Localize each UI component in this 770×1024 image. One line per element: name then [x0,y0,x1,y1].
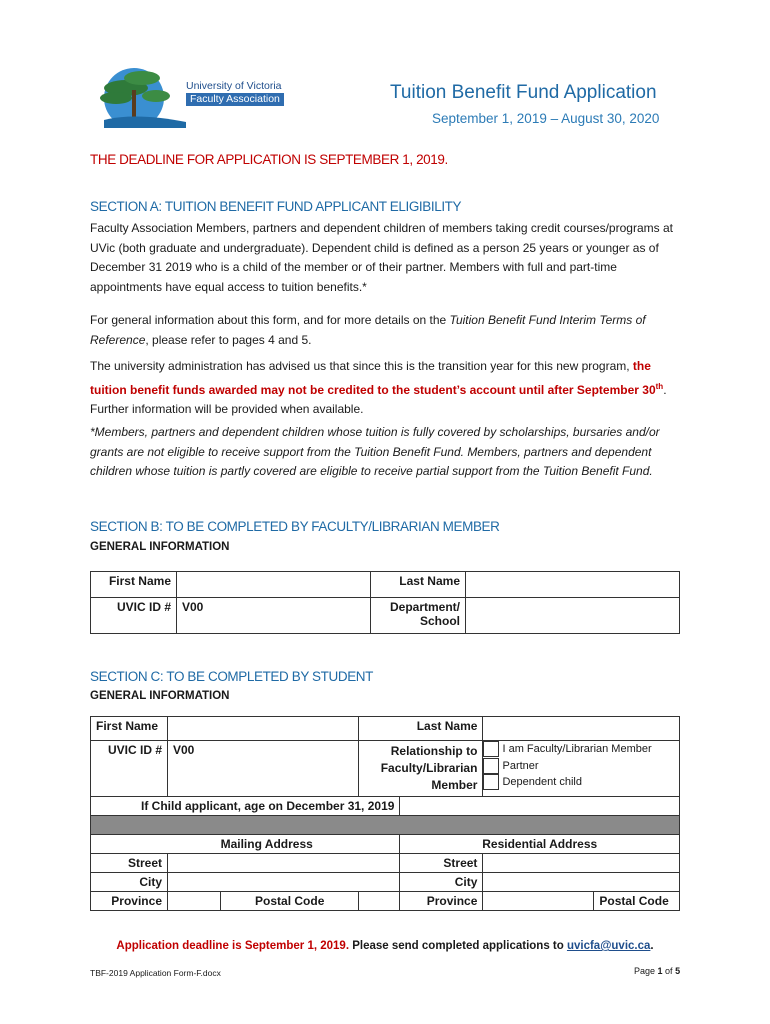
mailing-postal-input[interactable] [359,892,400,911]
res-street-input[interactable] [483,854,680,873]
gray-separator [91,816,680,835]
relationship-option-member[interactable] [483,741,679,758]
page-subtitle: September 1, 2019 – August 30, 2020 [432,111,660,126]
footer-period: . [650,940,654,952]
p3-text-b: . Further information will be provided when available. [90,382,667,416]
res-postal-cell [594,892,680,911]
member-option-label: I am Faculty/Librarian Member [502,743,652,755]
res-city-label: City [400,873,483,892]
mailing-province-input[interactable] [168,892,221,911]
relationship-line-2: Faculty/Librarian [380,761,478,775]
mailing-street-input[interactable] [168,854,400,873]
p2-text-b: , please refer to pages 4 and 5. [145,332,312,347]
p3-warning: the tuition benefit funds awarded may not be credited to the student’s account until after September 30 [90,359,656,397]
footer-instructions [0,940,770,952]
deadline-notice: THE DEADLINE FOR APPLICATION IS SEPTEMBER 1, 2019. [90,152,448,167]
c-relationship-options [483,741,680,797]
page-current: 1 [657,966,663,976]
mailing-city-input[interactable] [168,873,400,892]
mailing-province-label: Province [91,892,168,911]
res-province-input[interactable] [483,892,594,911]
of-word: of [662,966,676,976]
b-last-name-input[interactable] [466,572,680,598]
eligibility-footnote: *Members, partners and dependent children whose tuition is fully covered by scholarships, bursaries and/or grants are not eligible to receive support from the Tuition Benefit Fund. Members, partners and dependent children whose tuition is partly covered are eligible to receive partial support from the Tuition Benefit Fund. [90,425,660,478]
page-title: Tuition Benefit Fund Application [390,82,657,103]
c-uvic-id-label: UVIC ID # [91,741,168,797]
residential-address-header: Residential Address [400,835,680,854]
page-word: Page [634,966,658,976]
c-first-name-label: First Name [91,717,168,741]
partner-option-label: Partner [502,759,539,772]
section-b-heading: SECTION B: TO BE COMPLETED BY FACULTY/LIBRARIAN MEMBER [90,519,500,534]
p3-superscript: th [655,381,664,391]
section-a-heading: SECTION A: TUITION BENEFIT FUND APPLICANT ELIGIBILITY [90,199,462,214]
section-a-paragraph-1: Faculty Association Members, partners and dependent children of members taking credit courses/programs at UVic (both graduate and undergraduate). Dependent child is defined as a person 25 years or younger as of December 31 2019 who is a child of the member or of their partner. Members with full and part-time appointments have equal access to tuition benefits.* [90,221,673,294]
relationship-line-3: Member [431,778,478,792]
section-c-general-info: GENERAL INFORMATION [90,690,230,702]
p2-text-a: For general information about this form, and for more details on the [90,313,450,327]
member-checkbox[interactable] [483,741,499,757]
c-last-name-input[interactable] [483,717,680,741]
b-last-name-label: Last Name [371,572,466,598]
mailing-postal-label: Postal Code [221,892,359,911]
b-department-line-2: School [419,614,460,628]
res-postal-label: Postal Code [599,894,669,908]
section-c-heading: SECTION C: TO BE COMPLETED BY STUDENT [90,669,374,684]
child-age-label: If Child applicant, age on December 31, 2019 [91,797,400,816]
footer-filename: TBF-2019 Application Form-F.docx [90,968,221,978]
section-c-table [90,716,680,911]
child-age-input[interactable] [400,797,680,816]
logo-line-1: University of Victoria [186,80,282,92]
b-first-name-input[interactable] [177,572,371,598]
section-a-paragraph-3 [90,357,690,420]
b-uvic-id-label: UVIC ID # [91,598,177,634]
logo-line-2: Faculty Association [186,93,284,106]
mailing-street-label: Street [91,854,168,873]
b-department-label [371,598,466,634]
relationship-option-child[interactable] [483,774,679,791]
relationship-option-partner[interactable] [483,758,679,775]
email-link[interactable]: uvicfa@uvic.ca [566,940,651,952]
c-relationship-label [359,741,483,797]
mailing-address-header: Mailing Address [91,835,400,854]
page-total: 5 [675,966,681,976]
dependent-child-checkbox[interactable] [483,774,499,790]
relationship-line-1: Relationship to [390,744,478,758]
b-department-line-1: Department/ [389,600,460,614]
c-last-name-label: Last Name [359,717,483,741]
child-option-label: Dependent child [502,776,582,788]
b-department-input[interactable] [466,598,680,634]
footer-deadline: Application deadline is September 1, 2019. [116,940,350,952]
footer-send-text: Please send completed applications to [349,940,567,952]
page-number [634,966,680,976]
b-uvic-id-input[interactable]: V00 [177,598,371,634]
res-province-label: Province [400,892,483,911]
c-uvic-id-input[interactable]: V00 [168,741,359,797]
res-city-input[interactable] [483,873,680,892]
b-first-name-label: First Name [91,572,177,598]
terms-of-reference-title: Tuition Benefit Fund Interim Terms of Reference [90,313,646,347]
section-a-paragraph-2 [90,311,690,350]
mailing-city-label: City [91,873,168,892]
section-b-table [90,571,680,634]
res-street-label: Street [400,854,483,873]
partner-checkbox[interactable] [483,758,499,774]
logo-text [186,80,284,106]
c-first-name-input[interactable] [168,717,359,741]
p3-text-a: The university administration has advised us that since this is the transition year for this new program, [90,359,633,373]
section-b-general-info: GENERAL INFORMATION [90,541,230,553]
